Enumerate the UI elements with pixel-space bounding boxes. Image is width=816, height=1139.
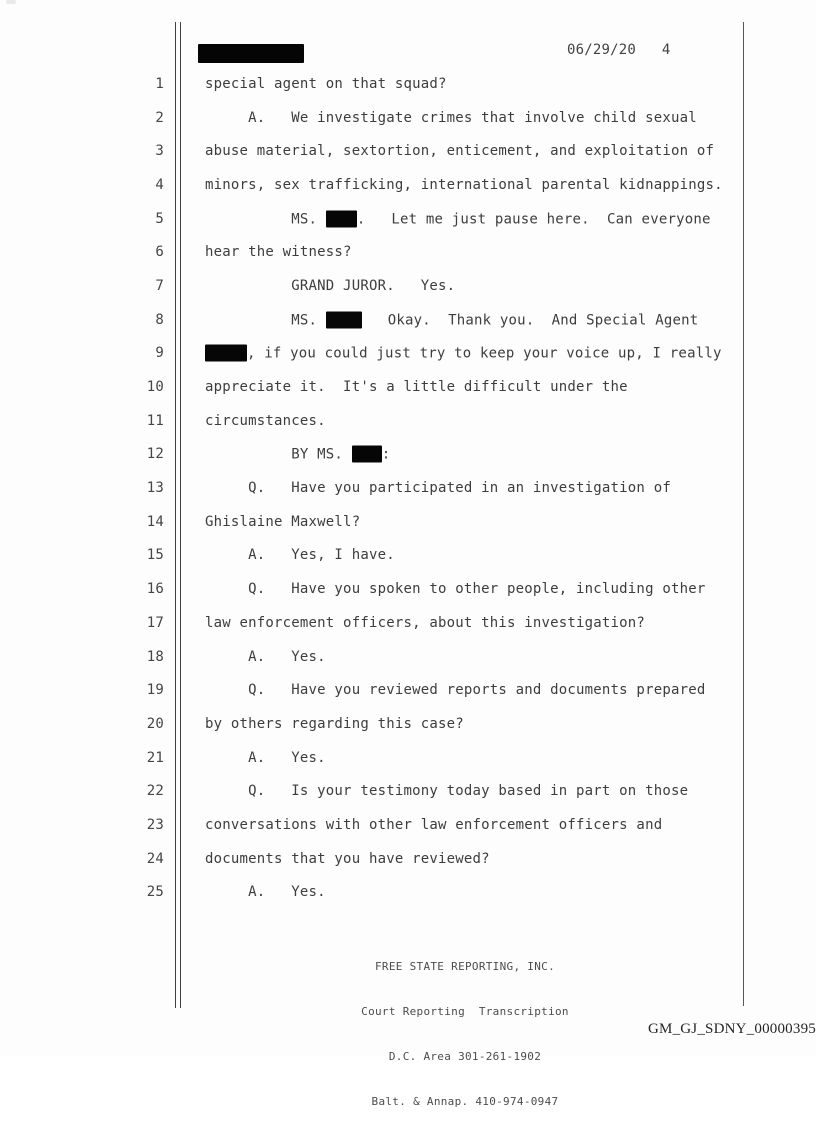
transcript-line [0,404,816,438]
header-redaction-bar [198,44,304,63]
line-number: 8 [155,311,164,328]
transcript-line [0,572,816,606]
transcript-line [0,505,816,539]
transcript-line [0,438,816,472]
transcript-line [0,876,816,910]
transcript-line [0,640,816,674]
transcript-line [0,606,816,640]
line-text: A. Yes. [205,648,326,665]
line-number: 1 [155,75,164,92]
transcript-line [0,269,816,303]
line-text: , if you could just try to keep your voice up, I really [205,345,722,362]
line-number: 22 [146,783,164,800]
transcript-line [0,337,816,371]
redaction-box [326,311,362,328]
transcript-line [0,235,816,269]
transcript-line [0,471,816,505]
transcript-rows [0,67,816,909]
transcript-line [0,707,816,741]
scan-artifact [6,0,16,4]
line-text: Q. Have you spoken to other people, including other [205,581,706,598]
line-text: A. We investigate crimes that involve child sexual [205,109,697,126]
line-number: 4 [155,176,164,193]
reporter-phone-dc: D.C. Area 301-261-1902 [388,1050,542,1063]
line-text: special agent on that squad? [205,75,447,92]
line-text: Q. Is your testimony today based in part on those [205,783,689,800]
line-text: by others regarding this case? [205,715,464,732]
line-text: MS. Okay. Thank you. And Special Agent [205,312,699,329]
line-number: 20 [146,715,164,732]
reporter-footer [205,929,725,1139]
line-text: A. Yes. [205,884,326,901]
transcript-line [0,808,816,842]
transcript-line [0,101,816,135]
line-text: documents that you have reviewed? [205,850,490,867]
line-text: Q. Have you participated in an investigation of [205,480,671,497]
line-number: 17 [146,614,164,631]
line-number: 11 [146,412,164,429]
line-number: 5 [155,210,164,227]
transcript-line [0,303,816,337]
line-number: 12 [146,446,164,463]
line-number: 19 [146,682,164,699]
line-text: abuse material, sextortion, enticement, and exploitation of [205,143,715,160]
transcript-line [0,134,816,168]
transcript-line [0,370,816,404]
transcript-line [0,67,816,101]
line-number: 25 [146,884,164,901]
reporter-name: FREE STATE REPORTING, INC. [375,960,555,973]
line-number: 3 [155,143,164,160]
line-text: Ghislaine Maxwell? [205,513,361,530]
line-number: 14 [146,513,164,530]
line-number: 15 [146,547,164,564]
line-text: hear the witness? [205,244,352,261]
line-text: law enforcement officers, about this investigation? [205,614,646,631]
redaction-box [205,345,247,362]
line-text: circumstances. [205,412,326,429]
line-number: 23 [146,816,164,833]
line-number: 13 [146,480,164,497]
bates-number: GM_GJ_SDNY_00000395 [648,1021,816,1037]
line-text: minors, sex trafficking, international parental kidnappings. [205,176,723,193]
line-text: MS. . Let me just pause here. Can everyone [205,211,711,228]
transcript-line [0,774,816,808]
line-text: conversations with other law enforcement officers and [205,816,663,833]
transcript-line [0,168,816,202]
line-text: Q. Have you reviewed reports and documents prepared [205,682,706,699]
line-number: 7 [155,277,164,294]
line-text: appreciate it. It's a little difficult under the [205,379,628,396]
line-number: 21 [146,749,164,766]
transcript-line [0,539,816,573]
redaction-box [352,446,382,463]
transcript-line [0,673,816,707]
transcript-line [0,842,816,876]
line-text: A. Yes, I have. [205,547,395,564]
line-number: 6 [155,244,164,261]
line-number: 2 [155,109,164,126]
reporter-phone-balt: Balt. & Annap. 410-974-0947 [371,1095,559,1108]
redaction-box [326,210,357,227]
line-text: GRAND JUROR. Yes. [205,277,456,294]
reporter-service: Court Reporting Transcription [361,1005,569,1018]
line-number: 9 [155,345,164,362]
line-number: 18 [146,648,164,665]
transcript-line [0,202,816,236]
line-number: 16 [146,581,164,598]
header-date-and-page: 06/29/20 4 [567,42,671,58]
line-number: 24 [146,850,164,867]
line-number: 10 [146,379,164,396]
line-text: BY MS. : [205,446,391,463]
transcript-line [0,741,816,775]
line-text: A. Yes. [205,749,326,766]
